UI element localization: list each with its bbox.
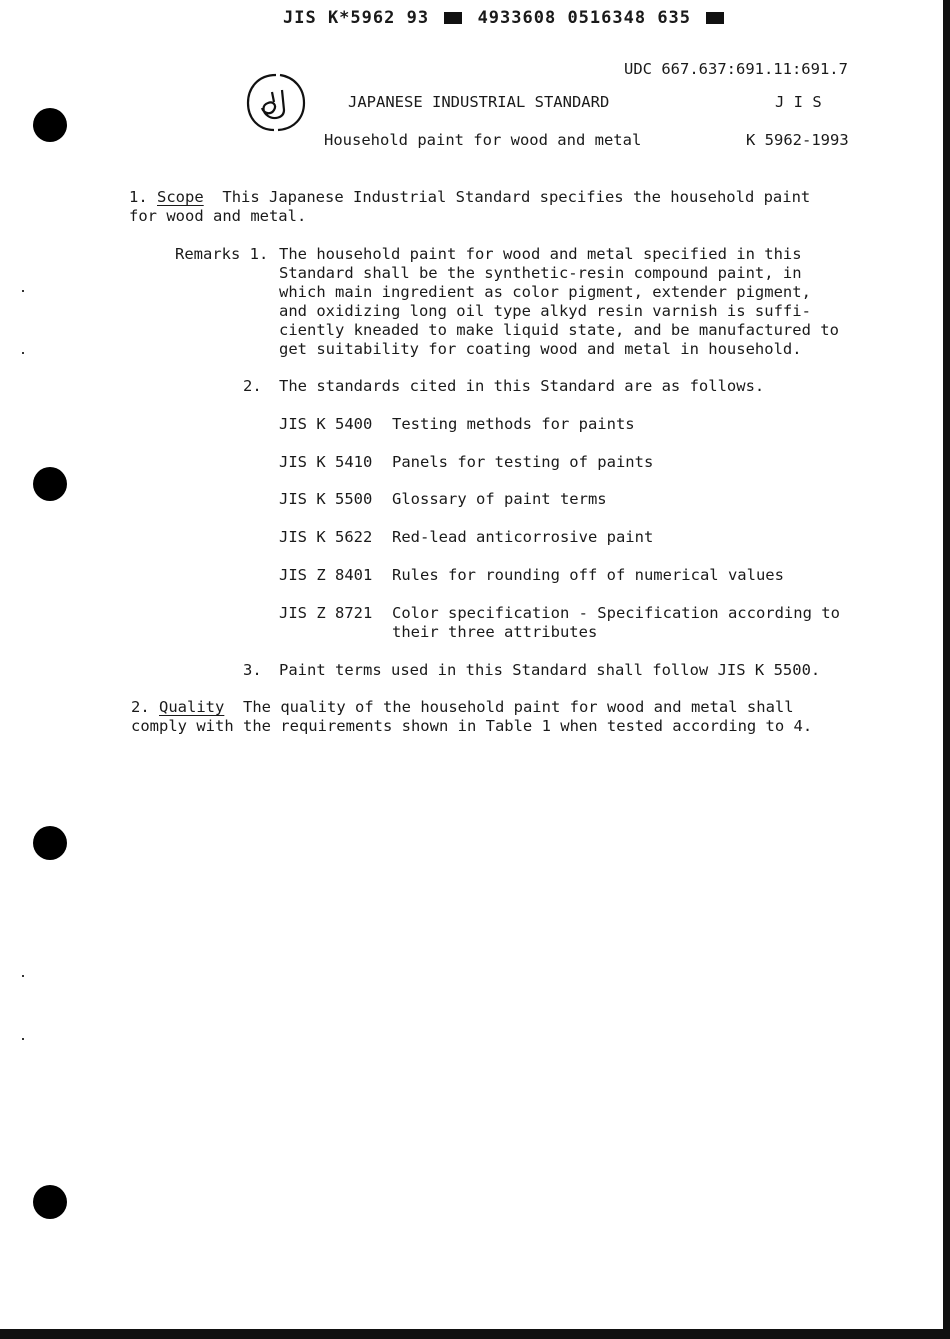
standard-code: JIS Z 8401 [279, 566, 373, 584]
section-quality [131, 698, 812, 736]
remark-line: and oxidizing long oil type alkyd resin varnish is suffi- [279, 302, 811, 320]
standard-code: JIS K 5622 [279, 528, 373, 546]
code-part1: 4933608 0516348 635 [477, 8, 692, 28]
remark-line: The household paint for wood and metal specified in this [279, 245, 802, 263]
remark-line: Standard shall be the synthetic-resin compound paint, in [279, 264, 802, 282]
section-text: comply with the requirements shown in Table 1 when tested according to 4. [131, 717, 813, 735]
standard-title: Color specification - Specification according to [392, 604, 840, 622]
standard-code: JIS Z 8721 [279, 604, 373, 622]
standard-number: K 5962-1993 [746, 131, 849, 149]
section-number: 1. [129, 188, 148, 206]
code-prefix: JIS K*5962 93 [283, 8, 430, 28]
standard-title: Panels for testing of paints [392, 453, 654, 471]
section-text: for wood and metal. [129, 207, 307, 225]
standard-subject: Household paint for wood and metal [324, 131, 642, 149]
org-name: JAPANESE INDUSTRIAL STANDARD [348, 93, 610, 111]
section-heading: Scope [157, 188, 204, 206]
jis-label: J I S [775, 93, 822, 111]
remark-3-text: Paint terms used in this Standard shall follow JIS K 5500. [279, 661, 821, 679]
remark-2-text: The standards cited in this Standard are as follows. [279, 377, 765, 395]
scan-bottom-border [0, 1329, 950, 1339]
standard-code: JIS K 5400 [279, 415, 373, 433]
remarks-label: Remarks 1. [175, 245, 269, 263]
punch-hole [33, 467, 67, 501]
scan-speck [22, 1038, 24, 1040]
redaction-block [444, 12, 462, 24]
standard-title: Glossary of paint terms [392, 490, 607, 508]
section-scope [129, 188, 810, 226]
document-code-header [283, 8, 728, 28]
scan-right-border [943, 0, 950, 1339]
scan-speck [22, 290, 24, 292]
punch-hole [33, 108, 67, 142]
udc-number: UDC 667.637:691.11:691.7 [624, 60, 848, 78]
standard-code: JIS K 5410 [279, 453, 373, 471]
remark-3-number: 3. [243, 661, 262, 679]
section-text: This Japanese Industrial Standard specifies the household paint [222, 188, 811, 206]
section-heading: Quality [159, 698, 225, 716]
redaction-block [706, 12, 724, 24]
standard-code: JIS K 5500 [279, 490, 373, 508]
remark-line: ciently kneaded to make liquid state, and be manufactured to [279, 321, 839, 339]
standard-title: Rules for rounding off of numerical values [392, 566, 784, 584]
standard-title: Red-lead anticorrosive paint [392, 528, 654, 546]
punch-hole [33, 1185, 67, 1219]
remark-2-number: 2. [243, 377, 262, 395]
remark-1 [279, 245, 839, 359]
remark-line: get suitability for coating wood and metal in household. [279, 340, 802, 358]
scan-speck [22, 352, 24, 354]
section-text: The quality of the household paint for wood and metal shall [243, 698, 794, 716]
standard-title: Testing methods for paints [392, 415, 635, 433]
punch-hole [33, 826, 67, 860]
section-number: 2. [131, 698, 150, 716]
scan-speck [22, 975, 24, 977]
jis-mark-logo [244, 72, 308, 134]
standard-title-continued: their three attributes [392, 623, 598, 641]
remark-line: which main ingredient as color pigment, extender pigment, [279, 283, 811, 301]
